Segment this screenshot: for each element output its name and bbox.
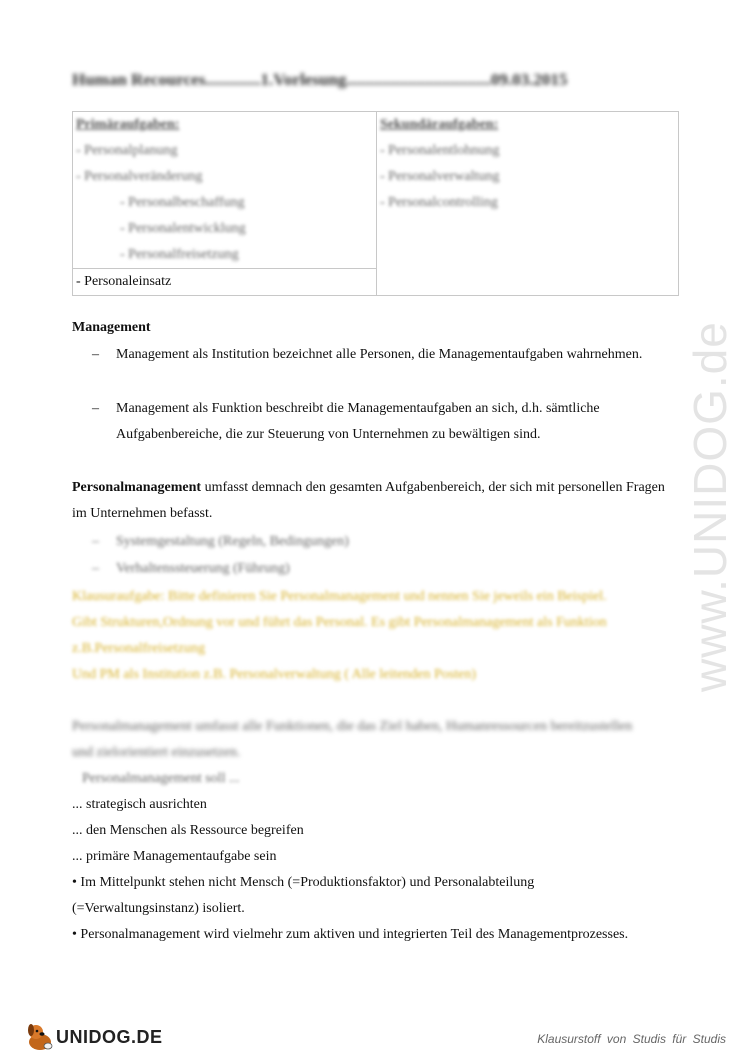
personalmanagement-paragraph <box>72 475 678 527</box>
primary-task-item-personaleinsatz: - Personaleinsatz <box>76 274 172 289</box>
primary-tasks-heading: Primäraufgaben: <box>76 117 180 132</box>
footer-logo <box>24 1020 164 1052</box>
primary-task-item: - Personalplanung <box>76 143 178 158</box>
summary-blurred-line: und zielorientiert einzusetzen. <box>72 745 241 760</box>
primary-task-subitem: - Personalentwicklung <box>120 221 246 236</box>
summary-line: ... strategisch ausrichten <box>72 797 207 812</box>
secondary-tasks-heading: Sekundäraufgaben: <box>380 117 499 132</box>
footer-logo-text: UNIDOG.DE <box>56 1027 163 1047</box>
document-title: Human Recources.............1.Vorlesung..................................09.03.2015 <box>72 70 568 89</box>
management-item <box>72 396 672 448</box>
secondary-task-item: - Personalentlohnung <box>380 143 500 158</box>
dash-bullet: – <box>92 401 99 416</box>
personalmanagement-item <box>72 556 672 582</box>
summary-line: • Im Mittelpunkt stehen nicht Mensch (=Produktionsfaktor) und Personalabteilung <box>72 875 535 890</box>
management-item-text: Management als Funktion beschreibt die Managementaufgaben an sich, d.h. sämtliche Aufgabenbereiche, die zur Steuerung von Unternehmen zu bewältigen sind. <box>116 401 600 442</box>
management-item <box>72 342 672 368</box>
dog-logo-icon <box>24 1020 58 1054</box>
secondary-tasks-cell <box>377 112 679 296</box>
personalmanagement-text: umfasst demnach den gesamten Aufgabenbereich, der sich mit personellen Fragen im Unternehmen befasst. <box>72 480 665 521</box>
primary-tasks-last-cell <box>73 269 377 296</box>
management-heading: Management <box>72 320 151 335</box>
secondary-task-item: - Personalcontrolling <box>380 195 498 210</box>
primary-task-subitem: - Personalfreisetzung <box>120 247 239 262</box>
footer-slogan: Klausurstoff von Studis für Studis <box>537 1032 726 1046</box>
personalmanagement-item-text: Systemgestaltung (Regeln, Bedingungen) <box>116 534 349 549</box>
dash-bullet: – <box>92 534 99 549</box>
primary-tasks-cell <box>73 112 377 269</box>
tasks-table <box>72 111 679 296</box>
primary-task-item: - Personalveränderung <box>76 169 203 184</box>
primary-task-subitem: - Personalbeschaffung <box>120 195 245 210</box>
summary-line: ... primäre Managementaufgabe sein <box>72 849 277 864</box>
summary-line: ... den Menschen als Ressource begreifen <box>72 823 304 838</box>
secondary-task-item: - Personalverwaltung <box>380 169 500 184</box>
personalmanagement-item <box>72 529 672 555</box>
summary-intro: Personalmanagement soll ... <box>82 771 240 786</box>
klausur-note-line: Gibt Strukturen,Ordnung vor und führt das Personal. Es gibt Personalmanagement als Funktion <box>72 615 607 630</box>
watermark-text: www.UNIDOG.de <box>684 321 736 692</box>
klausur-note-line: Und PM als Institution z.B. Personalverwaltung ( Alle leitenden Posten) <box>72 667 477 682</box>
watermark <box>683 321 737 692</box>
klausur-note-line: Klausuraufgabe: Bitte definieren Sie Personalmanagement und nennen Sie jeweils ein Beispiel. <box>72 589 607 604</box>
summary-blurred-line: Personalmanagement umfasst alle Funktionen, die das Ziel haben, Humanressourcen bereitzustellen <box>72 719 633 734</box>
dash-bullet: – <box>92 561 99 576</box>
personalmanagement-term: Personalmanagement <box>72 480 202 495</box>
summary-line: • Personalmanagement wird vielmehr zum aktiven und integrierten Teil des Managementprozesses. <box>72 927 629 942</box>
dash-bullet: – <box>92 347 99 362</box>
management-item-text: Management als Institution bezeichnet alle Personen, die Managementaufgaben wahrnehmen. <box>116 347 643 362</box>
klausur-note-line: z.B.Personalfreisetzung <box>72 641 205 656</box>
personalmanagement-item-text: Verhaltenssteuerung (Führung) <box>116 561 290 576</box>
summary-line: (=Verwaltungsinstanz) isoliert. <box>72 901 245 916</box>
